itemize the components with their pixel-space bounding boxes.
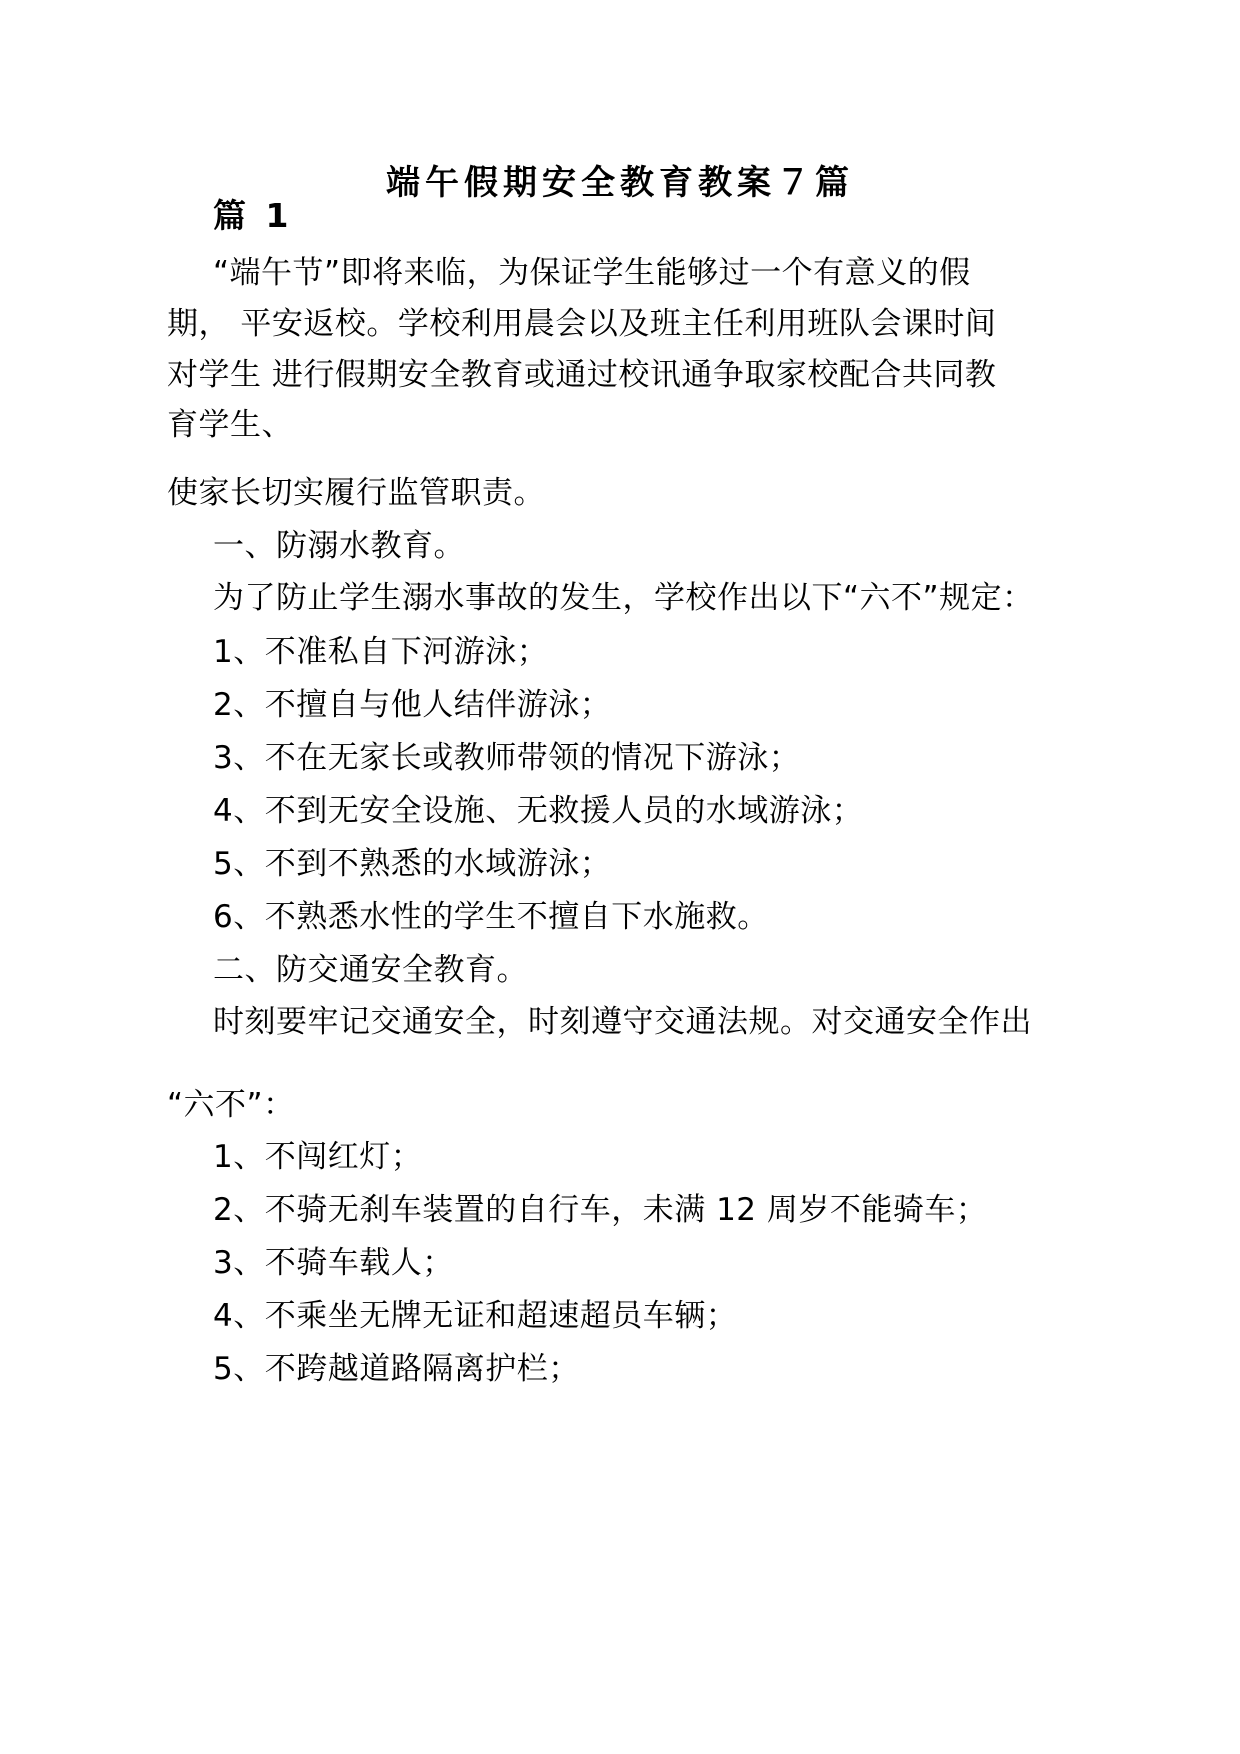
part2-item-3: 3、不骑车载人； — [213, 1245, 454, 1281]
part2-item-5: 5、不跨越道路隔离护栏； — [213, 1351, 580, 1387]
part1-item-4: 4、不到无安全设施、无救援人员的水域游泳； — [213, 793, 864, 829]
intro-line-3: 对学生 进行假期安全教育或通过校讯通争取家校配合共同教 — [167, 357, 997, 393]
part1-item-3: 3、不在无家长或教师带领的情况下游泳； — [213, 740, 801, 776]
intro-line-4: 育学生、 — [167, 407, 293, 443]
part1-item-1: 1、不准私自下河游泳； — [213, 634, 549, 670]
intro-line-1: “端午节”即将来临，为保证学生能够过一个有意义的假 — [213, 255, 971, 291]
part2-heading: 二、防交通安全教育。 — [213, 952, 528, 988]
part1-item-5: 5、不到不熟悉的水域游泳； — [213, 846, 612, 882]
document-title: 端午假期安全教育教案７篇 — [386, 163, 854, 203]
part1-item-6: 6、不熟悉水性的学生不擅自下水施救。 — [213, 899, 769, 935]
intro-line-2: 期， 平安返校。学校利用晨会以及班主任利用班队会课时间 — [167, 306, 997, 342]
part1-heading: 一、防溺水教育。 — [213, 528, 465, 564]
part2-lead-line-2: “六不”： — [167, 1087, 295, 1123]
intro-line-5: 使家长切实履行监管职责。 — [167, 475, 545, 511]
part2-item-1: 1、不闯红灯； — [213, 1139, 423, 1175]
part2-item-2: 2、不骑无刹车装置的自行车，未满 12 周岁不能骑车； — [213, 1192, 988, 1228]
part2-lead-line-1: 时刻要牢记交通安全，时刻遵守交通法规。对交通安全作出 — [213, 1004, 1032, 1040]
part2-item-4: 4、不乘坐无牌无证和超速超员车辆； — [213, 1298, 738, 1334]
section-heading: 篇 1 — [213, 196, 293, 235]
part1-item-2: 2、不擅自与他人结伴游泳； — [213, 687, 612, 723]
part1-lead: 为了防止学生溺水事故的发生，学校作出以下“六不”规定： — [213, 580, 1034, 616]
